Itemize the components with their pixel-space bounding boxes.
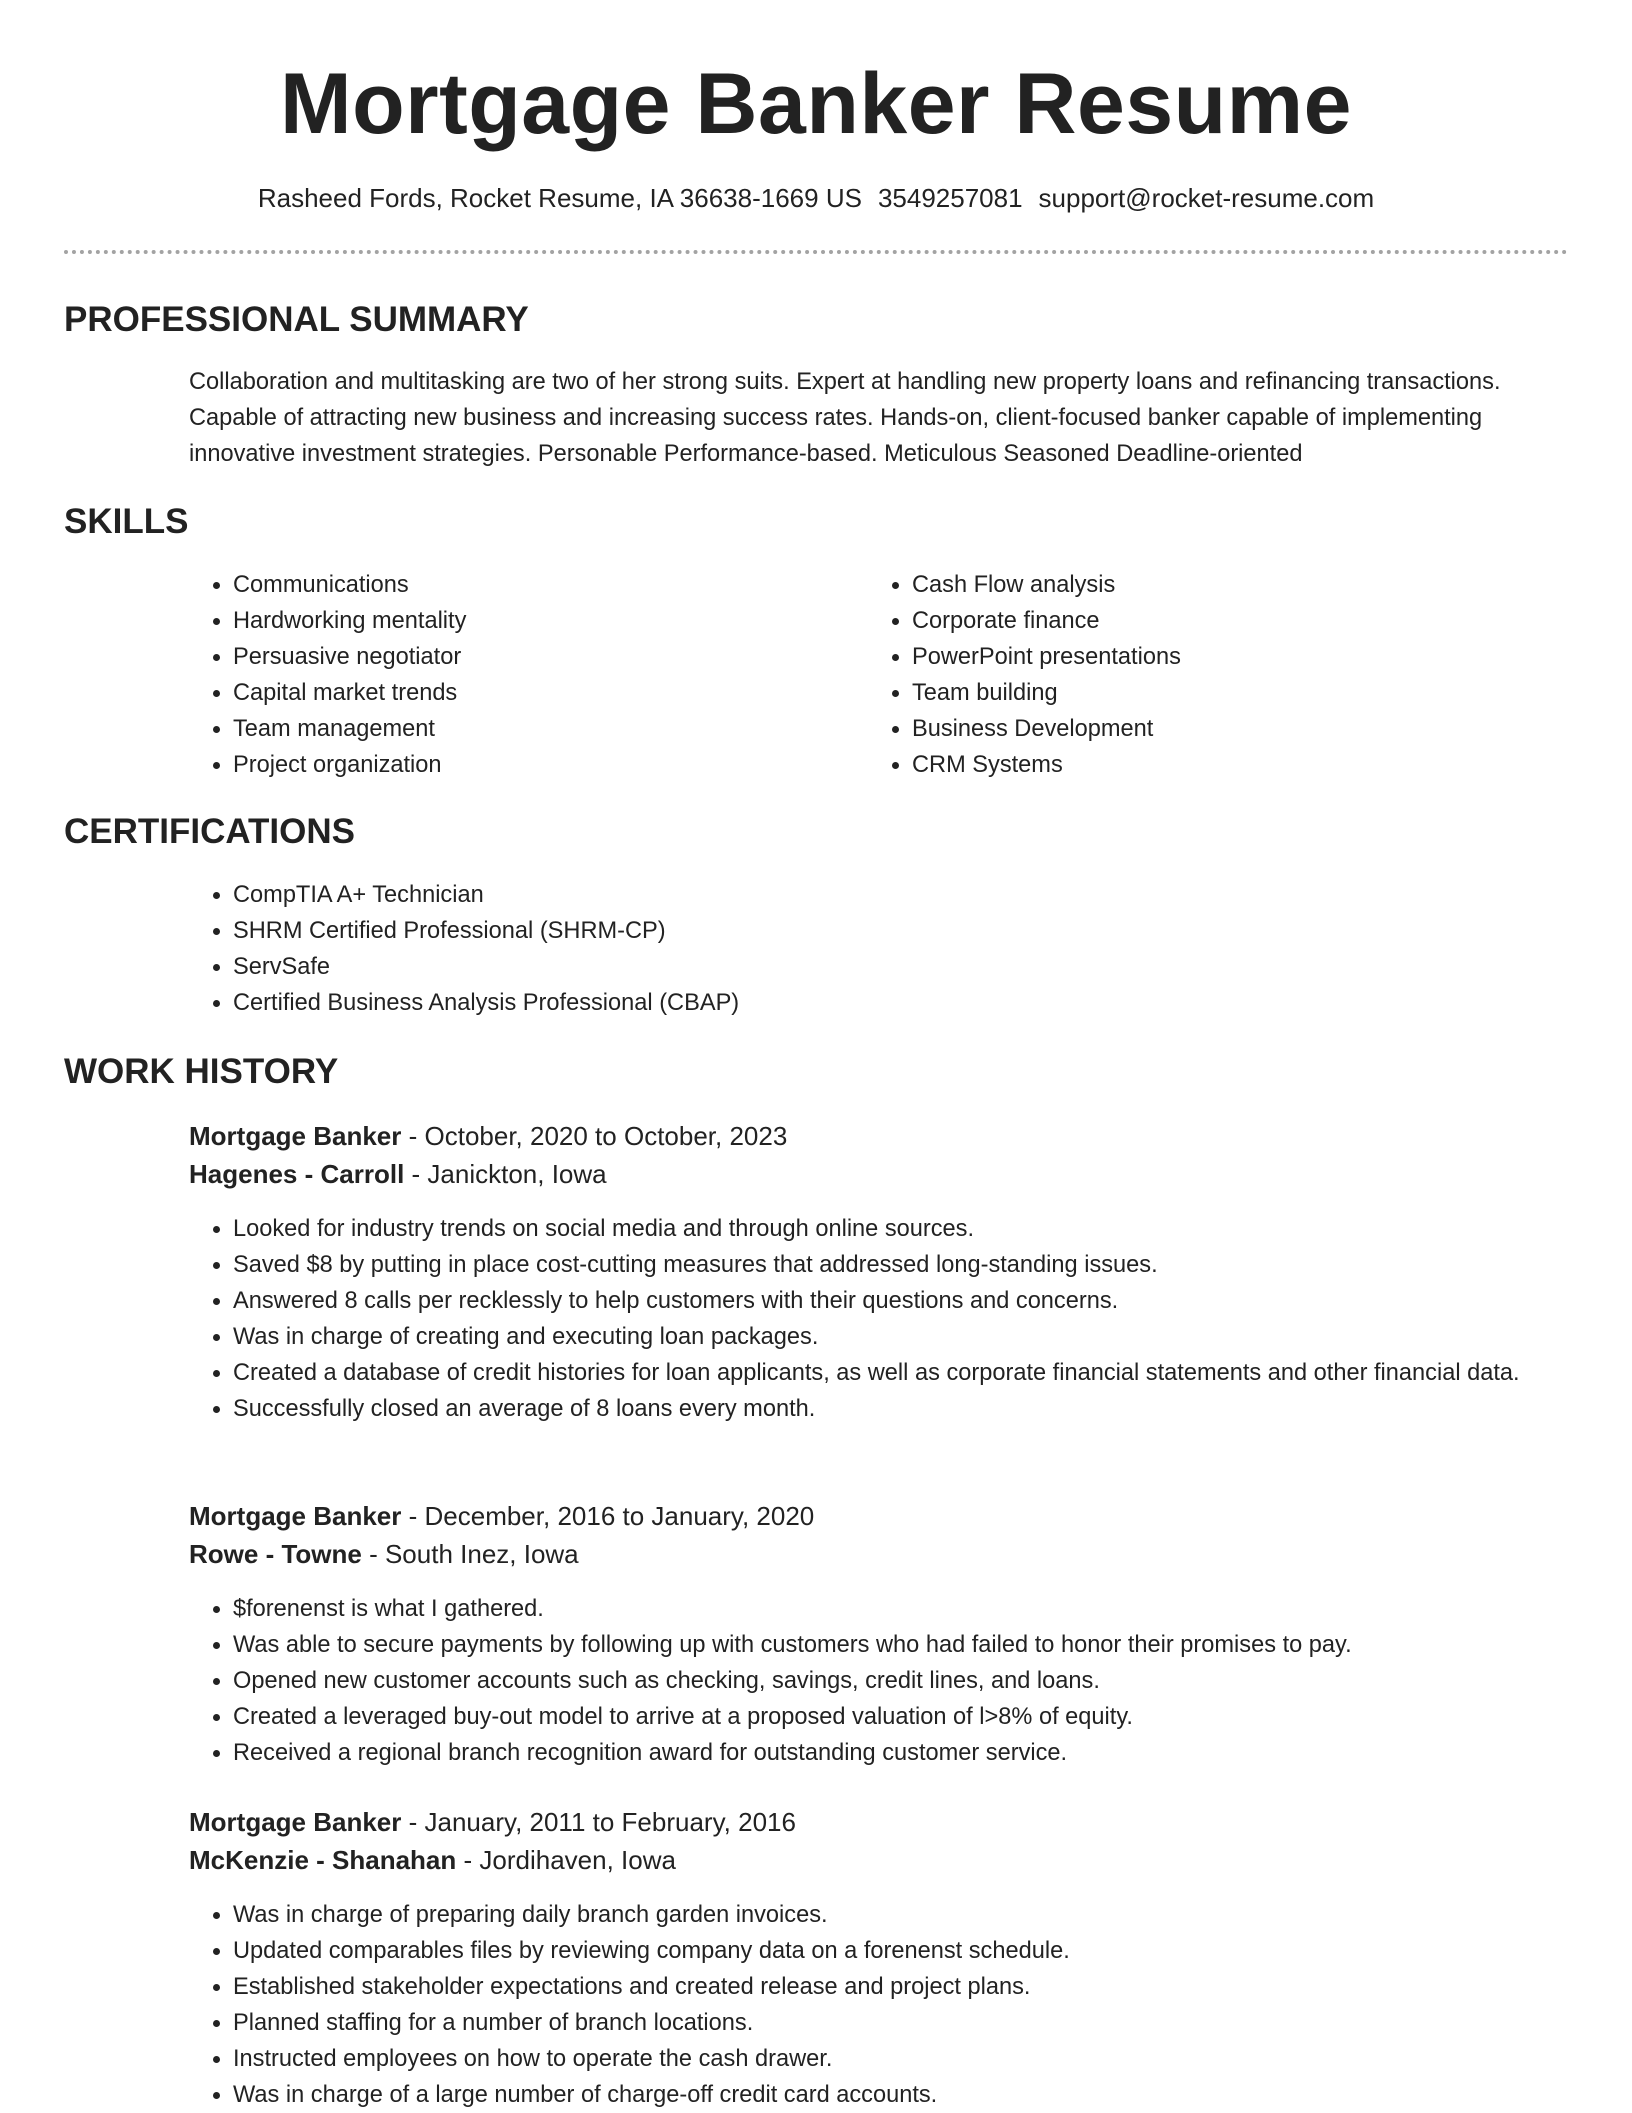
contact-phone: 3549257081 — [877, 183, 1023, 213]
job-title: Mortgage Banker — [189, 1807, 402, 1837]
summary-heading: PROFESSIONAL SUMMARY — [64, 300, 529, 339]
list-item: • Team building — [912, 675, 1532, 711]
skills-list-right — [868, 567, 1532, 783]
work-history-heading: WORK HISTORY — [64, 1052, 339, 1091]
skills-heading: SKILLS — [64, 502, 189, 541]
job-bullets — [189, 1897, 1608, 2113]
list-item: • Instructed employees on how to operate the cash drawer. — [233, 2041, 1608, 2077]
list-item: • Communications — [233, 567, 853, 603]
list-item: • Persuasive negotiator — [233, 639, 853, 675]
job-dates: - January, 2011 to February, 2016 — [401, 1807, 796, 1837]
job-company: McKenzie - Shanahan — [189, 1845, 457, 1875]
job-title-line — [189, 1497, 814, 1535]
contact-email[interactable]: support@rocket-resume.com — [1038, 183, 1375, 213]
list-item: • PowerPoint presentations — [912, 639, 1532, 675]
job-bullets — [189, 1211, 1608, 1427]
page-title: Mortgage Banker Resume — [280, 56, 1352, 152]
header-divider — [64, 250, 1568, 254]
list-item: • Answered 8 calls per recklessly to help customers with their questions and concerns. — [233, 1283, 1608, 1319]
list-item: • Created a database of credit histories for loan applicants, as well as corporate financial statements and other financial data. — [233, 1355, 1608, 1391]
list-item: • Looked for industry trends on social media and through online sources. — [233, 1211, 1608, 1247]
summary-text: Collaboration and multitasking are two of her strong suits. Expert at handling new property loans and refinancing transactions. Capable of attracting new business and increasing success rates. Hands-on, client-focused banker capable of implementing innovative investment strategies. Personable Performance-based. Meticulous Seasoned Deadline-oriented — [189, 369, 1501, 467]
list-item: • Received a regional branch recognition award for outstanding customer service. — [233, 1735, 1608, 1771]
job-company-line — [189, 1841, 676, 1879]
list-item: • Business Development — [912, 711, 1532, 747]
job-bullets — [189, 1591, 1608, 1771]
list-item: • Was in charge of creating and executing loan packages. — [233, 1319, 1608, 1355]
job-title-line — [189, 1803, 796, 1841]
list-item: • $forenenst is what I gathered. — [233, 1591, 1608, 1627]
contact-address: Rasheed Fords, Rocket Resume, IA 36638-1669 US — [257, 183, 862, 213]
list-item: • Team management — [233, 711, 853, 747]
list-item: • Opened new customer accounts such as checking, savings, credit lines, and loans. — [233, 1663, 1608, 1699]
job-company: Rowe - Towne — [189, 1539, 362, 1569]
list-item: • Successfully closed an average of 8 loans every month. — [233, 1391, 1608, 1427]
job-location: - South Inez, Iowa — [361, 1539, 579, 1569]
list-item: • Established stakeholder expectations and created release and project plans. — [233, 1969, 1608, 2005]
list-item: • CRM Systems — [912, 747, 1532, 783]
list-item: • Project organization — [233, 747, 853, 783]
list-item: • Was in charge of a large number of charge-off credit card accounts. — [233, 2077, 1608, 2113]
list-item: • Was able to secure payments by following up with customers who had failed to honor their promises to pay. — [233, 1627, 1608, 1663]
list-item: • ServSafe — [233, 949, 1533, 985]
list-item: • Planned staffing for a number of branch locations. — [233, 2005, 1608, 2041]
skills-list-left — [189, 567, 853, 783]
contact-line — [0, 180, 1632, 216]
job-title: Mortgage Banker — [189, 1121, 402, 1151]
list-item: • Created a leveraged buy-out model to arrive at a proposed valuation of l>8% of equity. — [233, 1699, 1608, 1735]
certifications-list — [189, 877, 1533, 1021]
list-item: • Updated comparables files by reviewing company data on a forenenst schedule. — [233, 1933, 1608, 1969]
list-item: • Capital market trends — [233, 675, 853, 711]
job-title-line — [189, 1117, 787, 1155]
list-item: • Hardworking mentality — [233, 603, 853, 639]
job-company: Hagenes - Carroll — [189, 1159, 405, 1189]
job-title: Mortgage Banker — [189, 1501, 402, 1531]
job-dates: - December, 2016 to January, 2020 — [401, 1501, 815, 1531]
list-item: • Certified Business Analysis Professional (CBAP) — [233, 985, 1533, 1021]
list-item: • Saved $8 by putting in place cost-cutting measures that addressed long-standing issues. — [233, 1247, 1608, 1283]
list-item: • CompTIA A+ Technician — [233, 877, 1533, 913]
list-item: • Cash Flow analysis — [912, 567, 1532, 603]
job-company-line — [189, 1535, 579, 1573]
job-location: - Jordihaven, Iowa — [456, 1845, 676, 1875]
list-item: • SHRM Certified Professional (SHRM-CP) — [233, 913, 1533, 949]
list-item: • Corporate finance — [912, 603, 1532, 639]
job-location: - Janickton, Iowa — [404, 1159, 607, 1189]
list-item: • Was in charge of preparing daily branch garden invoices. — [233, 1897, 1608, 1933]
certifications-heading: CERTIFICATIONS — [64, 812, 356, 851]
job-dates: - October, 2020 to October, 2023 — [401, 1121, 788, 1151]
job-company-line — [189, 1155, 607, 1193]
